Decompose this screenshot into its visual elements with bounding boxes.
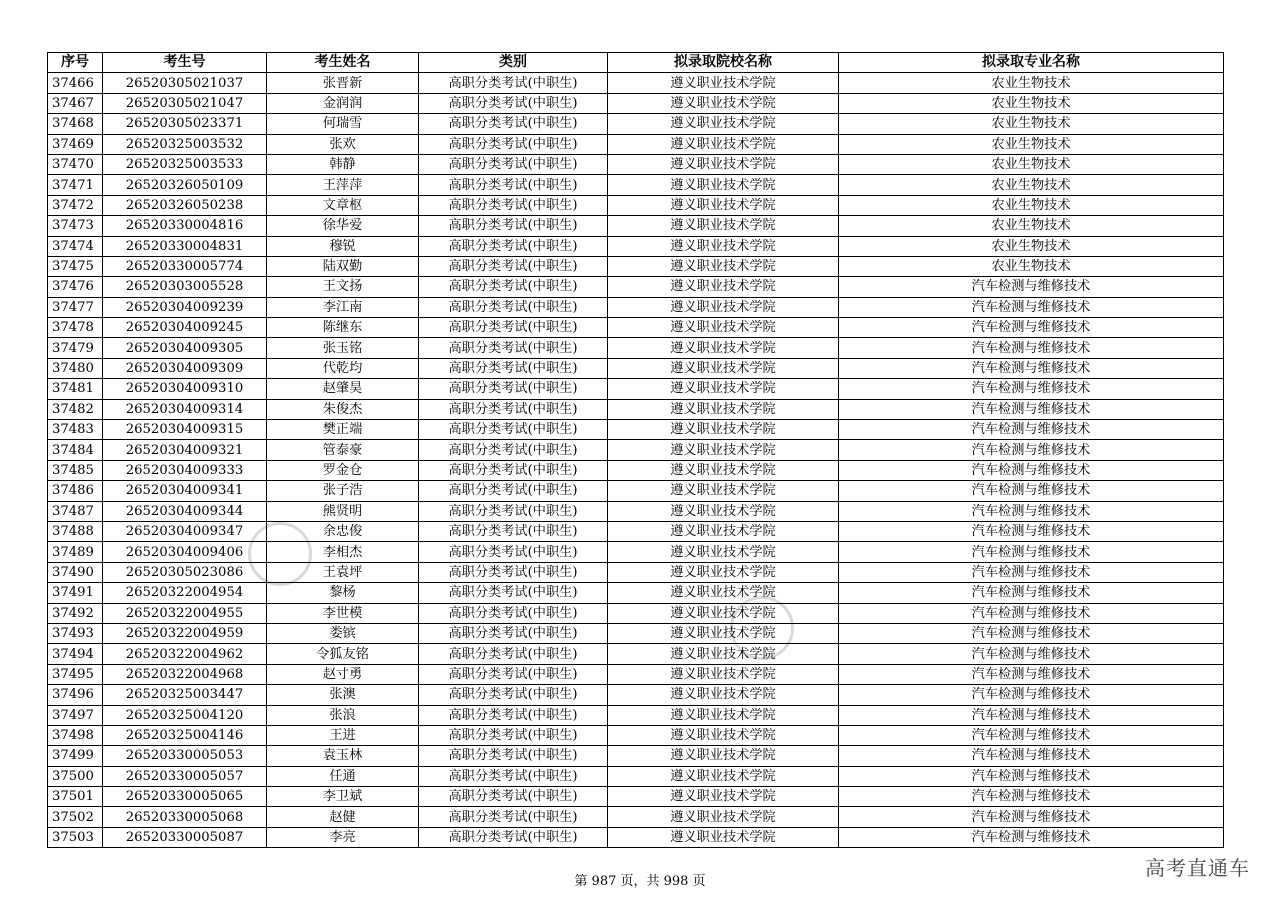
cell-category: 高职分类考试(中职生) (419, 664, 608, 684)
cell-major: 汽车检测与维修技术 (839, 460, 1224, 480)
cell-major: 汽车检测与维修技术 (839, 725, 1224, 745)
cell-category: 高职分类考试(中职生) (419, 644, 608, 664)
cell-major: 汽车检测与维修技术 (839, 338, 1224, 358)
table-row (48, 685, 1224, 705)
cell-category: 高职分类考试(中职生) (419, 154, 608, 174)
cell-major: 汽车检测与维修技术 (839, 501, 1224, 521)
cell-name: 张欢 (267, 134, 419, 154)
cell-exam-id: 26520304009309 (103, 358, 267, 378)
cell-exam-id: 26520304009245 (103, 318, 267, 338)
cell-seq: 37476 (48, 277, 103, 297)
cell-category: 高职分类考试(中职生) (419, 501, 608, 521)
cell-seq: 37501 (48, 787, 103, 807)
cell-name: 任通 (267, 766, 419, 786)
cell-name: 文章枢 (267, 195, 419, 215)
cell-seq: 37479 (48, 338, 103, 358)
table-header-row (48, 53, 1224, 73)
cell-category: 高职分类考试(中职生) (419, 603, 608, 623)
cell-category: 高职分类考试(中职生) (419, 318, 608, 338)
cell-major: 汽车检测与维修技术 (839, 644, 1224, 664)
cell-seq: 37493 (48, 623, 103, 643)
cell-name: 樊正端 (267, 420, 419, 440)
cell-seq: 37500 (48, 766, 103, 786)
cell-category: 高职分类考试(中职生) (419, 807, 608, 827)
cell-major: 汽车检测与维修技术 (839, 685, 1224, 705)
cell-exam-id: 26520304009406 (103, 542, 267, 562)
cell-exam-id: 26520304009315 (103, 420, 267, 440)
cell-category: 高职分类考试(中职生) (419, 297, 608, 317)
cell-category: 高职分类考试(中职生) (419, 420, 608, 440)
cell-school: 遵义职业技术学院 (608, 93, 839, 113)
cell-exam-id: 26520304009239 (103, 297, 267, 317)
cell-major: 汽车检测与维修技术 (839, 379, 1224, 399)
cell-exam-id: 26520325003533 (103, 154, 267, 174)
table-row (48, 725, 1224, 745)
cell-exam-id: 26520304009321 (103, 440, 267, 460)
cell-major: 汽车检测与维修技术 (839, 583, 1224, 603)
cell-exam-id: 26520325003447 (103, 685, 267, 705)
cell-name: 李相杰 (267, 542, 419, 562)
table-row (48, 746, 1224, 766)
cell-exam-id: 26520322004954 (103, 583, 267, 603)
cell-school: 遵义职业技术学院 (608, 216, 839, 236)
cell-school: 遵义职业技术学院 (608, 73, 839, 93)
cell-major: 农业生物技术 (839, 154, 1224, 174)
cell-school: 遵义职业技术学院 (608, 807, 839, 827)
cell-seq: 37499 (48, 746, 103, 766)
header-school: 拟录取院校名称 (608, 53, 839, 73)
cell-category: 高职分类考试(中职生) (419, 440, 608, 460)
cell-category: 高职分类考试(中职生) (419, 236, 608, 256)
cell-seq: 37475 (48, 256, 103, 276)
cell-school: 遵义职业技术学院 (608, 236, 839, 256)
cell-seq: 37483 (48, 420, 103, 440)
cell-exam-id: 26520305023371 (103, 114, 267, 134)
cell-seq: 37466 (48, 73, 103, 93)
cell-school: 遵义职业技术学院 (608, 297, 839, 317)
cell-name: 张玉铭 (267, 338, 419, 358)
cell-name: 穆锐 (267, 236, 419, 256)
table-row (48, 277, 1224, 297)
cell-name: 李亮 (267, 827, 419, 847)
cell-seq: 37490 (48, 562, 103, 582)
table-row (48, 705, 1224, 725)
cell-name: 韩静 (267, 154, 419, 174)
cell-category: 高职分类考试(中职生) (419, 705, 608, 725)
cell-category: 高职分类考试(中职生) (419, 562, 608, 582)
cell-name: 令狐友铭 (267, 644, 419, 664)
cell-school: 遵义职业技术学院 (608, 175, 839, 195)
table-row (48, 623, 1224, 643)
cell-seq: 37471 (48, 175, 103, 195)
table-row (48, 787, 1224, 807)
cell-exam-id: 26520330005053 (103, 746, 267, 766)
cell-major: 汽车检测与维修技术 (839, 521, 1224, 541)
cell-seq: 37474 (48, 236, 103, 256)
cell-exam-id: 26520304009314 (103, 399, 267, 419)
cell-name: 王进 (267, 725, 419, 745)
table-row (48, 216, 1224, 236)
cell-school: 遵义职业技术学院 (608, 705, 839, 725)
cell-exam-id: 26520330004831 (103, 236, 267, 256)
cell-seq: 37468 (48, 114, 103, 134)
cell-school: 遵义职业技术学院 (608, 664, 839, 684)
cell-name: 何瑞雪 (267, 114, 419, 134)
cell-category: 高职分类考试(中职生) (419, 338, 608, 358)
cell-exam-id: 26520304009347 (103, 521, 267, 541)
cell-exam-id: 26520322004955 (103, 603, 267, 623)
cell-seq: 37486 (48, 481, 103, 501)
cell-major: 汽车检测与维修技术 (839, 603, 1224, 623)
cell-major: 农业生物技术 (839, 134, 1224, 154)
table-row (48, 236, 1224, 256)
cell-school: 遵义职业技术学院 (608, 420, 839, 440)
cell-school: 遵义职业技术学院 (608, 277, 839, 297)
table-row (48, 807, 1224, 827)
cell-name: 陈继东 (267, 318, 419, 338)
cell-school: 遵义职业技术学院 (608, 440, 839, 460)
cell-name: 李卫斌 (267, 787, 419, 807)
cell-seq: 37482 (48, 399, 103, 419)
cell-school: 遵义职业技术学院 (608, 521, 839, 541)
cell-category: 高职分类考试(中职生) (419, 685, 608, 705)
cell-major: 汽车检测与维修技术 (839, 277, 1224, 297)
cell-name: 徐华爱 (267, 216, 419, 236)
cell-exam-id: 26520326050238 (103, 195, 267, 215)
cell-exam-id: 26520325004120 (103, 705, 267, 725)
cell-exam-id: 26520304009333 (103, 460, 267, 480)
cell-seq: 37484 (48, 440, 103, 460)
table-row (48, 583, 1224, 603)
table-row (48, 542, 1224, 562)
cell-name: 张澳 (267, 685, 419, 705)
cell-name: 余忠俊 (267, 521, 419, 541)
table-row (48, 73, 1224, 93)
cell-school: 遵义职业技术学院 (608, 542, 839, 562)
cell-exam-id: 26520325003532 (103, 134, 267, 154)
cell-category: 高职分类考试(中职生) (419, 379, 608, 399)
table-row (48, 154, 1224, 174)
cell-major: 汽车检测与维修技术 (839, 440, 1224, 460)
cell-category: 高职分类考试(中职生) (419, 521, 608, 541)
cell-name: 王袁坪 (267, 562, 419, 582)
cell-name: 李江南 (267, 297, 419, 317)
cell-major: 汽车检测与维修技术 (839, 746, 1224, 766)
cell-exam-id: 26520304009341 (103, 481, 267, 501)
brand-logo-text: 高考直通车 (1145, 856, 1250, 880)
cell-seq: 37485 (48, 460, 103, 480)
header-major: 拟录取专业名称 (839, 53, 1224, 73)
table-row (48, 827, 1224, 847)
cell-school: 遵义职业技术学院 (608, 195, 839, 215)
cell-school: 遵义职业技术学院 (608, 562, 839, 582)
cell-exam-id: 26520304009305 (103, 338, 267, 358)
cell-exam-id: 26520325004146 (103, 725, 267, 745)
cell-major: 汽车检测与维修技术 (839, 318, 1224, 338)
cell-exam-id: 26520305023086 (103, 562, 267, 582)
cell-school: 遵义职业技术学院 (608, 134, 839, 154)
cell-seq: 37492 (48, 603, 103, 623)
table-row (48, 420, 1224, 440)
cell-school: 遵义职业技术学院 (608, 338, 839, 358)
cell-exam-id: 26520304009310 (103, 379, 267, 399)
cell-school: 遵义职业技术学院 (608, 725, 839, 745)
cell-exam-id: 26520322004968 (103, 664, 267, 684)
cell-major: 农业生物技术 (839, 195, 1224, 215)
cell-major: 汽车检测与维修技术 (839, 562, 1224, 582)
cell-category: 高职分类考试(中职生) (419, 827, 608, 847)
cell-seq: 37487 (48, 501, 103, 521)
cell-category: 高职分类考试(中职生) (419, 114, 608, 134)
cell-seq: 37498 (48, 725, 103, 745)
cell-school: 遵义职业技术学院 (608, 114, 839, 134)
cell-category: 高职分类考试(中职生) (419, 73, 608, 93)
cell-major: 农业生物技术 (839, 114, 1224, 134)
cell-school: 遵义职业技术学院 (608, 685, 839, 705)
table-row (48, 766, 1224, 786)
table-row (48, 440, 1224, 460)
table-row (48, 297, 1224, 317)
table-row (48, 644, 1224, 664)
cell-name: 张子浩 (267, 481, 419, 501)
cell-major: 农业生物技术 (839, 93, 1224, 113)
table-row (48, 603, 1224, 623)
table-row (48, 338, 1224, 358)
cell-exam-id: 26520304009344 (103, 501, 267, 521)
cell-seq: 37489 (48, 542, 103, 562)
cell-category: 高职分类考试(中职生) (419, 256, 608, 276)
cell-seq: 37481 (48, 379, 103, 399)
cell-exam-id: 26520330005774 (103, 256, 267, 276)
cell-major: 汽车检测与维修技术 (839, 399, 1224, 419)
cell-category: 高职分类考试(中职生) (419, 766, 608, 786)
cell-seq: 37494 (48, 644, 103, 664)
cell-major: 汽车检测与维修技术 (839, 420, 1224, 440)
cell-name: 朱俊杰 (267, 399, 419, 419)
cell-seq: 37502 (48, 807, 103, 827)
cell-exam-id: 26520322004959 (103, 623, 267, 643)
cell-school: 遵义职业技术学院 (608, 603, 839, 623)
cell-category: 高职分类考试(中职生) (419, 583, 608, 603)
cell-name: 代乾均 (267, 358, 419, 378)
table-row (48, 501, 1224, 521)
cell-school: 遵义职业技术学院 (608, 358, 839, 378)
cell-category: 高职分类考试(中职生) (419, 481, 608, 501)
cell-major: 农业生物技术 (839, 216, 1224, 236)
table-row (48, 175, 1224, 195)
cell-name: 张浪 (267, 705, 419, 725)
cell-major: 农业生物技术 (839, 175, 1224, 195)
cell-name: 赵健 (267, 807, 419, 827)
cell-seq: 37467 (48, 93, 103, 113)
cell-name: 王文扬 (267, 277, 419, 297)
cell-category: 高职分类考试(中职生) (419, 195, 608, 215)
cell-category: 高职分类考试(中职生) (419, 623, 608, 643)
cell-category: 高职分类考试(中职生) (419, 542, 608, 562)
cell-seq: 37473 (48, 216, 103, 236)
table-row (48, 664, 1224, 684)
cell-school: 遵义职业技术学院 (608, 746, 839, 766)
cell-school: 遵义职业技术学院 (608, 766, 839, 786)
cell-seq: 37491 (48, 583, 103, 603)
cell-name: 管泰豪 (267, 440, 419, 460)
cell-category: 高职分类考试(中职生) (419, 460, 608, 480)
cell-seq: 37478 (48, 318, 103, 338)
cell-seq: 37503 (48, 827, 103, 847)
admission-table (47, 52, 1224, 848)
table-row (48, 93, 1224, 113)
table-row (48, 481, 1224, 501)
cell-major: 汽车检测与维修技术 (839, 787, 1224, 807)
cell-major: 农业生物技术 (839, 236, 1224, 256)
header-name: 考生姓名 (267, 53, 419, 73)
cell-major: 汽车检测与维修技术 (839, 807, 1224, 827)
cell-category: 高职分类考试(中职生) (419, 93, 608, 113)
cell-name: 赵肇昊 (267, 379, 419, 399)
cell-school: 遵义职业技术学院 (608, 460, 839, 480)
cell-school: 遵义职业技术学院 (608, 501, 839, 521)
cell-seq: 37469 (48, 134, 103, 154)
cell-seq: 37472 (48, 195, 103, 215)
cell-category: 高职分类考试(中职生) (419, 358, 608, 378)
table-body (48, 73, 1224, 848)
header-seq: 序号 (48, 53, 103, 73)
cell-exam-id: 26520305021037 (103, 73, 267, 93)
page-indicator: 第 987 页，共 998 页 (574, 874, 706, 889)
cell-category: 高职分类考试(中职生) (419, 746, 608, 766)
table-row (48, 256, 1224, 276)
cell-name: 陆双勤 (267, 256, 419, 276)
table-row (48, 399, 1224, 419)
header-category: 类别 (419, 53, 608, 73)
table-row (48, 318, 1224, 338)
cell-exam-id: 26520305021047 (103, 93, 267, 113)
table-row (48, 114, 1224, 134)
table-row (48, 134, 1224, 154)
cell-category: 高职分类考试(中职生) (419, 175, 608, 195)
cell-school: 遵义职业技术学院 (608, 399, 839, 419)
cell-school: 遵义职业技术学院 (608, 787, 839, 807)
cell-name: 赵寸勇 (267, 664, 419, 684)
cell-name: 金润润 (267, 93, 419, 113)
cell-school: 遵义职业技术学院 (608, 623, 839, 643)
cell-major: 汽车检测与维修技术 (839, 297, 1224, 317)
cell-major: 汽车检测与维修技术 (839, 766, 1224, 786)
cell-school: 遵义职业技术学院 (608, 379, 839, 399)
cell-seq: 37477 (48, 297, 103, 317)
cell-exam-id: 26520330005068 (103, 807, 267, 827)
cell-category: 高职分类考试(中职生) (419, 787, 608, 807)
cell-name: 李世模 (267, 603, 419, 623)
cell-seq: 37496 (48, 685, 103, 705)
table-row (48, 460, 1224, 480)
cell-school: 遵义职业技术学院 (608, 827, 839, 847)
cell-school: 遵义职业技术学院 (608, 481, 839, 501)
cell-school: 遵义职业技术学院 (608, 318, 839, 338)
cell-major: 汽车检测与维修技术 (839, 664, 1224, 684)
table-row (48, 379, 1224, 399)
header-exam-id: 考生号 (103, 53, 267, 73)
cell-category: 高职分类考试(中职生) (419, 399, 608, 419)
cell-name: 张晋新 (267, 73, 419, 93)
cell-name: 王萍萍 (267, 175, 419, 195)
cell-school: 遵义职业技术学院 (608, 644, 839, 664)
cell-category: 高职分类考试(中职生) (419, 216, 608, 236)
cell-name: 熊贤明 (267, 501, 419, 521)
cell-seq: 37495 (48, 664, 103, 684)
cell-category: 高职分类考试(中职生) (419, 725, 608, 745)
cell-seq: 37470 (48, 154, 103, 174)
cell-exam-id: 26520330004816 (103, 216, 267, 236)
cell-school: 遵义职业技术学院 (608, 583, 839, 603)
table-row (48, 358, 1224, 378)
cell-major: 汽车检测与维修技术 (839, 827, 1224, 847)
cell-name: 娄镔 (267, 623, 419, 643)
cell-exam-id: 26520322004962 (103, 644, 267, 664)
cell-name: 黎杨 (267, 583, 419, 603)
cell-major: 汽车检测与维修技术 (839, 358, 1224, 378)
cell-exam-id: 26520330005065 (103, 787, 267, 807)
cell-school: 遵义职业技术学院 (608, 154, 839, 174)
cell-exam-id: 26520303005528 (103, 277, 267, 297)
table-row (48, 521, 1224, 541)
cell-seq: 37480 (48, 358, 103, 378)
cell-major: 汽车检测与维修技术 (839, 623, 1224, 643)
cell-name: 罗金仓 (267, 460, 419, 480)
table-row (48, 562, 1224, 582)
cell-category: 高职分类考试(中职生) (419, 134, 608, 154)
cell-major: 农业生物技术 (839, 256, 1224, 276)
cell-seq: 37497 (48, 705, 103, 725)
cell-seq: 37488 (48, 521, 103, 541)
cell-major: 农业生物技术 (839, 73, 1224, 93)
table-row (48, 195, 1224, 215)
cell-category: 高职分类考试(中职生) (419, 277, 608, 297)
cell-name: 袁玉林 (267, 746, 419, 766)
cell-exam-id: 26520330005057 (103, 766, 267, 786)
cell-major: 汽车检测与维修技术 (839, 542, 1224, 562)
cell-major: 汽车检测与维修技术 (839, 481, 1224, 501)
cell-major: 汽车检测与维修技术 (839, 705, 1224, 725)
cell-exam-id: 26520330005087 (103, 827, 267, 847)
cell-exam-id: 26520326050109 (103, 175, 267, 195)
cell-school: 遵义职业技术学院 (608, 256, 839, 276)
